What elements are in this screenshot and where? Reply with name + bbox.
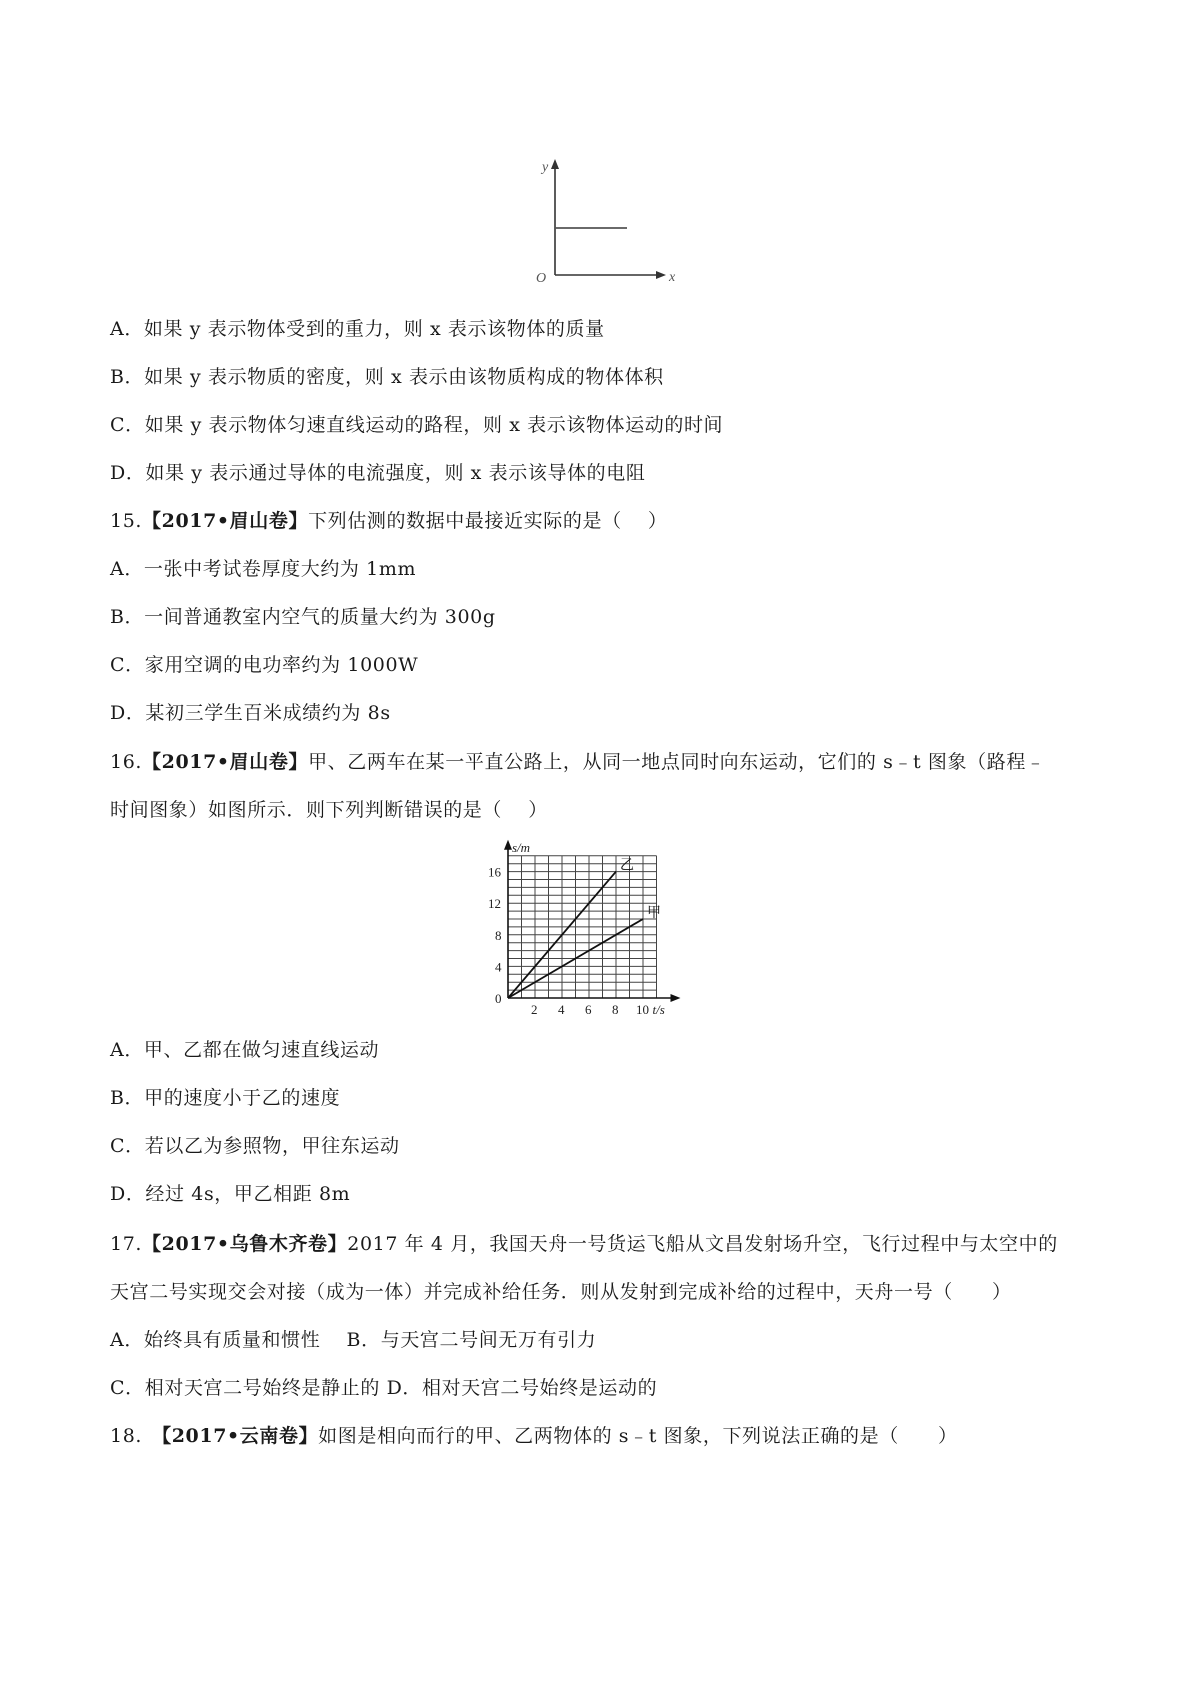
question-number: 18. [110,1425,143,1447]
q14-option-b: B．如果 y 表示物质的密度，则 x 表示由该物质构成的物体体积 [110,366,664,388]
q17-stem-line1 [110,1232,1058,1256]
y-tick-label: 16 [488,864,501,880]
q17-stem-line2: 天宫二号实现交会对接（成为一体）并完成补给任务．则从发射到完成补给的过程中，天舟一号（ ） [110,1281,1012,1303]
x-axis-label: x [669,270,676,285]
q16-option-b: B．甲的速度小于乙的速度 [110,1087,341,1109]
q15-option-c: C．家用空调的电功率约为 1000W [110,654,419,676]
question-number: 15. [110,510,143,532]
question-text: 甲、乙两车在某一平直公路上，从同一地点同时向东运动，它们的 s﹣t 图象（路程﹣ [308,751,1046,773]
x-axis-label: t/s [652,1002,665,1017]
q14-option-a: A．如果 y 表示物体受到的重力，则 x 表示该物体的质量 [110,318,605,340]
q15-stem [110,509,668,533]
x-tick-label: 10 [636,1002,649,1017]
q15-option-b: B．一间普通教室内空气的质量大约为 300g [110,606,496,628]
y-tick-label: 8 [495,927,502,943]
question-source: 【2017•眉山卷】 [142,510,309,532]
origin-label: O [536,271,547,285]
q16-stem-line1 [110,750,1046,774]
series-label-1: 乙 [620,858,634,874]
chart-grid [508,856,657,998]
q16-stem-line2: 时间图象）如图所示．则下列判断错误的是（ ） [110,799,548,821]
q16-option-d: D．经过 4s，甲乙相距 8m [110,1183,351,1205]
x-tick-label: 2 [531,1002,538,1017]
question-source: 【2017•乌鲁木齐卷】 [142,1233,348,1255]
y-tick-label: 4 [495,959,502,975]
x-axis-arrow [671,994,681,1002]
st-chart [478,838,728,1018]
question-number: 17. [110,1233,143,1255]
series-label-2: 甲 [647,906,661,921]
q15-option-a: A．一张中考试卷厚度大约为 1mm [110,558,417,580]
question-source: 【2017•眉山卷】 [142,751,309,773]
y-axis-arrow [504,840,512,850]
q14-option-d: D．如果 y 表示通过导体的电流强度，则 x 表示该导体的电阻 [110,462,646,484]
question-text: 如图是相向而行的甲、乙两物体的 s﹣t 图象，下列说法正确的是（ ） [318,1425,958,1447]
x-tick-label: 8 [612,1002,619,1017]
question-source: 【2017•云南卷】 [161,1425,319,1447]
x-tick-label: 4 [558,1002,565,1017]
q17-options-line2: C．相对天宫二号始终是静止的 D．相对天宫二号始终是运动的 [110,1377,658,1399]
y-axis-label: y [542,160,549,175]
q18-stem [110,1424,958,1448]
x-axis-arrow [656,271,666,279]
y-tick-label: 0 [495,991,502,1006]
y-axis-arrow [551,159,559,169]
q14-option-c: C．如果 y 表示物体匀速直线运动的路程，则 x 表示该物体运动的时间 [110,414,724,436]
xy-graph-figure [520,155,680,285]
y-axis-label: s/m [512,839,531,855]
q15-option-d: D．某初三学生百米成绩约为 8s [110,702,391,724]
question-text: 下列估测的数据中最接近实际的是（ ） [308,510,668,532]
q16-option-c: C．若以乙为参照物，甲往东运动 [110,1135,400,1157]
x-tick-label: 6 [585,1002,592,1017]
y-tick-label: 12 [488,896,501,912]
q16-option-a: A．甲、乙都在做匀速直线运动 [110,1039,380,1061]
question-number: 16. [110,751,143,773]
q17-options-line1: A．始终具有质量和惯性 B．与天宫二号间无万有引力 [110,1329,597,1351]
question-text: 2017 年 4 月，我国天舟一号货运飞船从文昌发射场升空，飞行过程中与太空中的 [347,1233,1058,1255]
